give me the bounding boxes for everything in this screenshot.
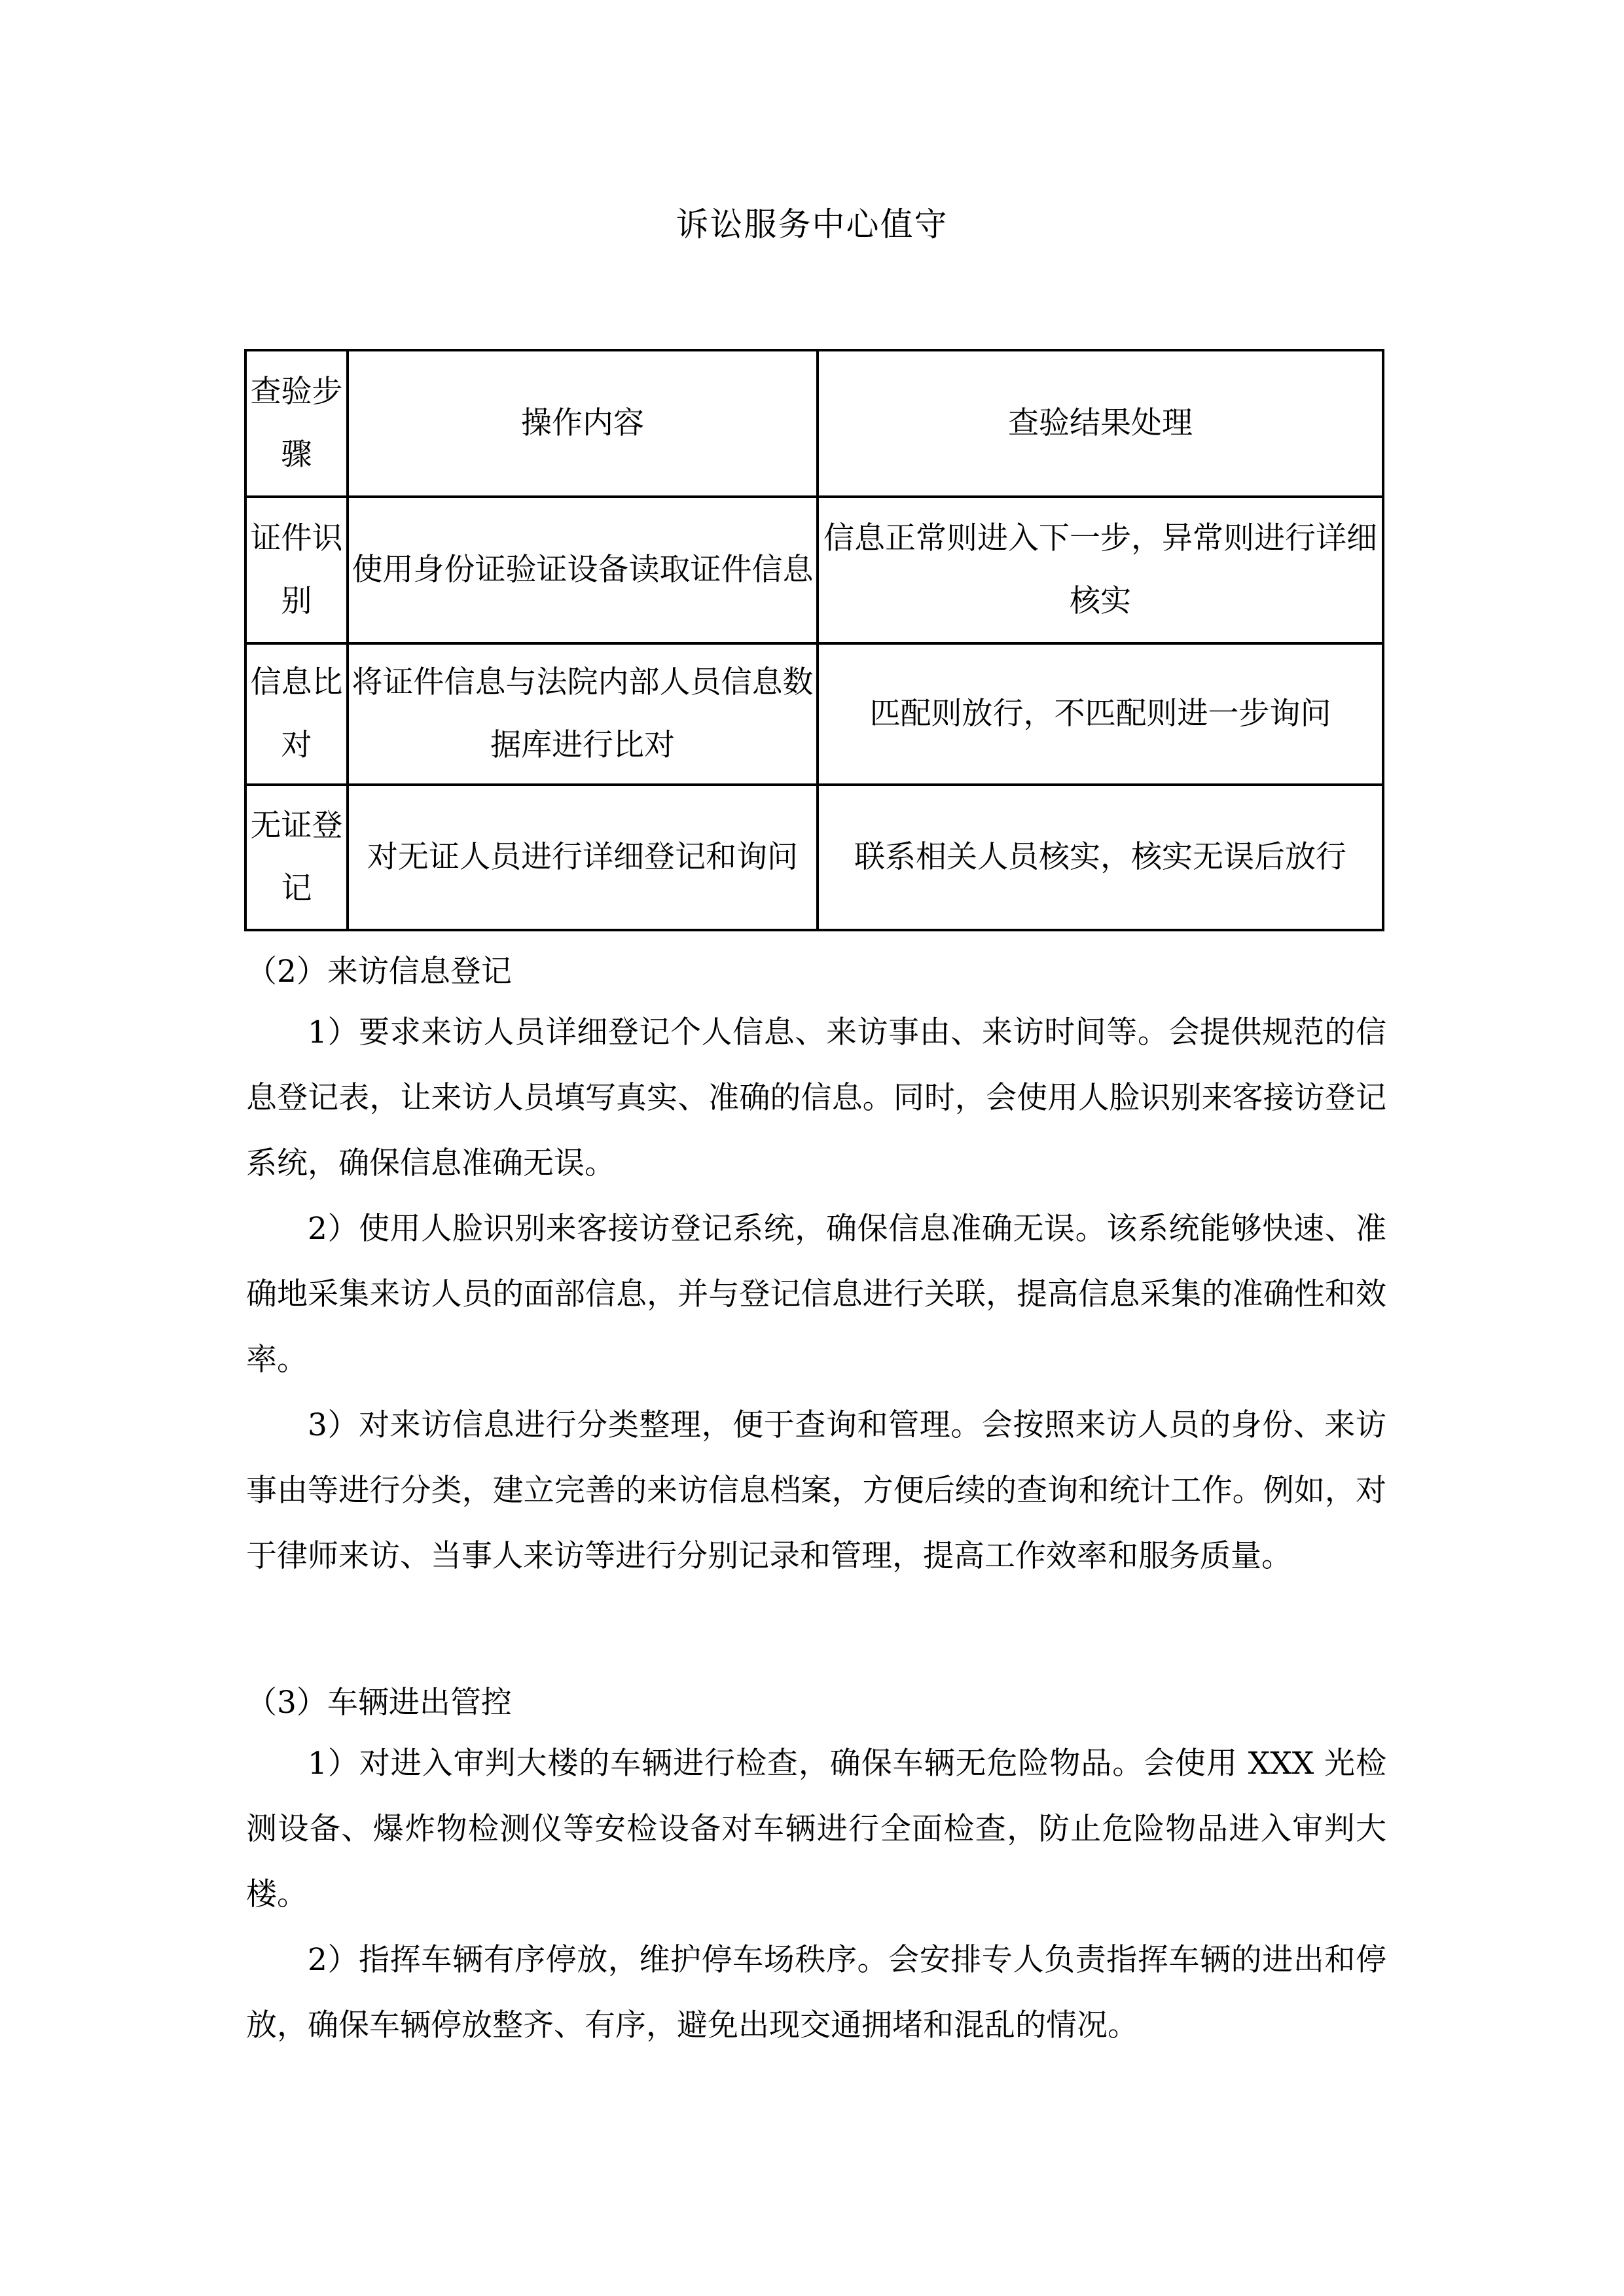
document-title: 诉讼服务中心值守 [676,206,948,243]
cell-step: 无证登记 [245,785,348,930]
table-row [245,643,1383,785]
cell-operation: 对无证人员进行详细登记和询问 [348,785,818,930]
cell-operation: 将证件信息与法院内部人员信息数据库进行比对 [348,643,818,785]
header-operation: 操作内容 [348,350,818,497]
section-heading: （3）车辆进出管控 [246,1685,512,1721]
section-heading: （2）来访信息登记 [246,954,512,990]
paragraph: 2）指挥车辆有序停放，维护停车场秩序。会安排专人负责指挥车辆的进出和停放，确保车辆停放整齐、有序，避免出现交通拥堵和混乱的情况。 [246,1942,1386,2043]
cell-result: 匹配则放行，不匹配则进一步询问 [818,643,1383,785]
paragraph: 1）对进入审判大楼的车辆进行检查，确保车辆无危险物品。会使用 XXX 光检测设备、爆炸物检测仪等安检设备对车辆进行全面检查，防止危险物品进入审判大楼。 [246,1746,1386,1912]
cell-result: 联系相关人员核实，核实无误后放行 [818,785,1383,930]
cell-step: 证件识别 [245,497,348,643]
table-header-row [245,350,1383,497]
paragraph: 3）对来访信息进行分类整理，便于查询和管理。会按照来访人员的身份、来访事由等进行分类，建立完善的来访信息档案，方便后续的查询和统计工作。例如，对于律师来访、当事人来访等进行分别记录和管理，提高工作效率和服务质量。 [246,1407,1386,1574]
header-step: 查验步骤 [245,350,348,497]
cell-operation: 使用身份证验证设备读取证件信息 [348,497,818,643]
table-row [245,785,1383,930]
cell-step: 信息比对 [245,643,348,785]
header-result: 查验结果处理 [818,350,1383,497]
paragraph: 2）使用人脸识别来客接访登记系统，确保信息准确无误。该系统能够快速、准确地采集来访人员的面部信息，并与登记信息进行关联，提高信息采集的准确性和效率。 [246,1211,1386,1378]
paragraph: 1）要求来访人员详细登记个人信息、来访事由、来访时间等。会提供规范的信息登记表，让来访人员填写真实、准确的信息。同时，会使用人脸识别来客接访登记系统，确保信息准确无误。 [246,1014,1386,1181]
table-row [245,497,1383,643]
inspection-table [244,349,1384,931]
cell-result: 信息正常则进入下一步，异常则进行详细核实 [818,497,1383,643]
